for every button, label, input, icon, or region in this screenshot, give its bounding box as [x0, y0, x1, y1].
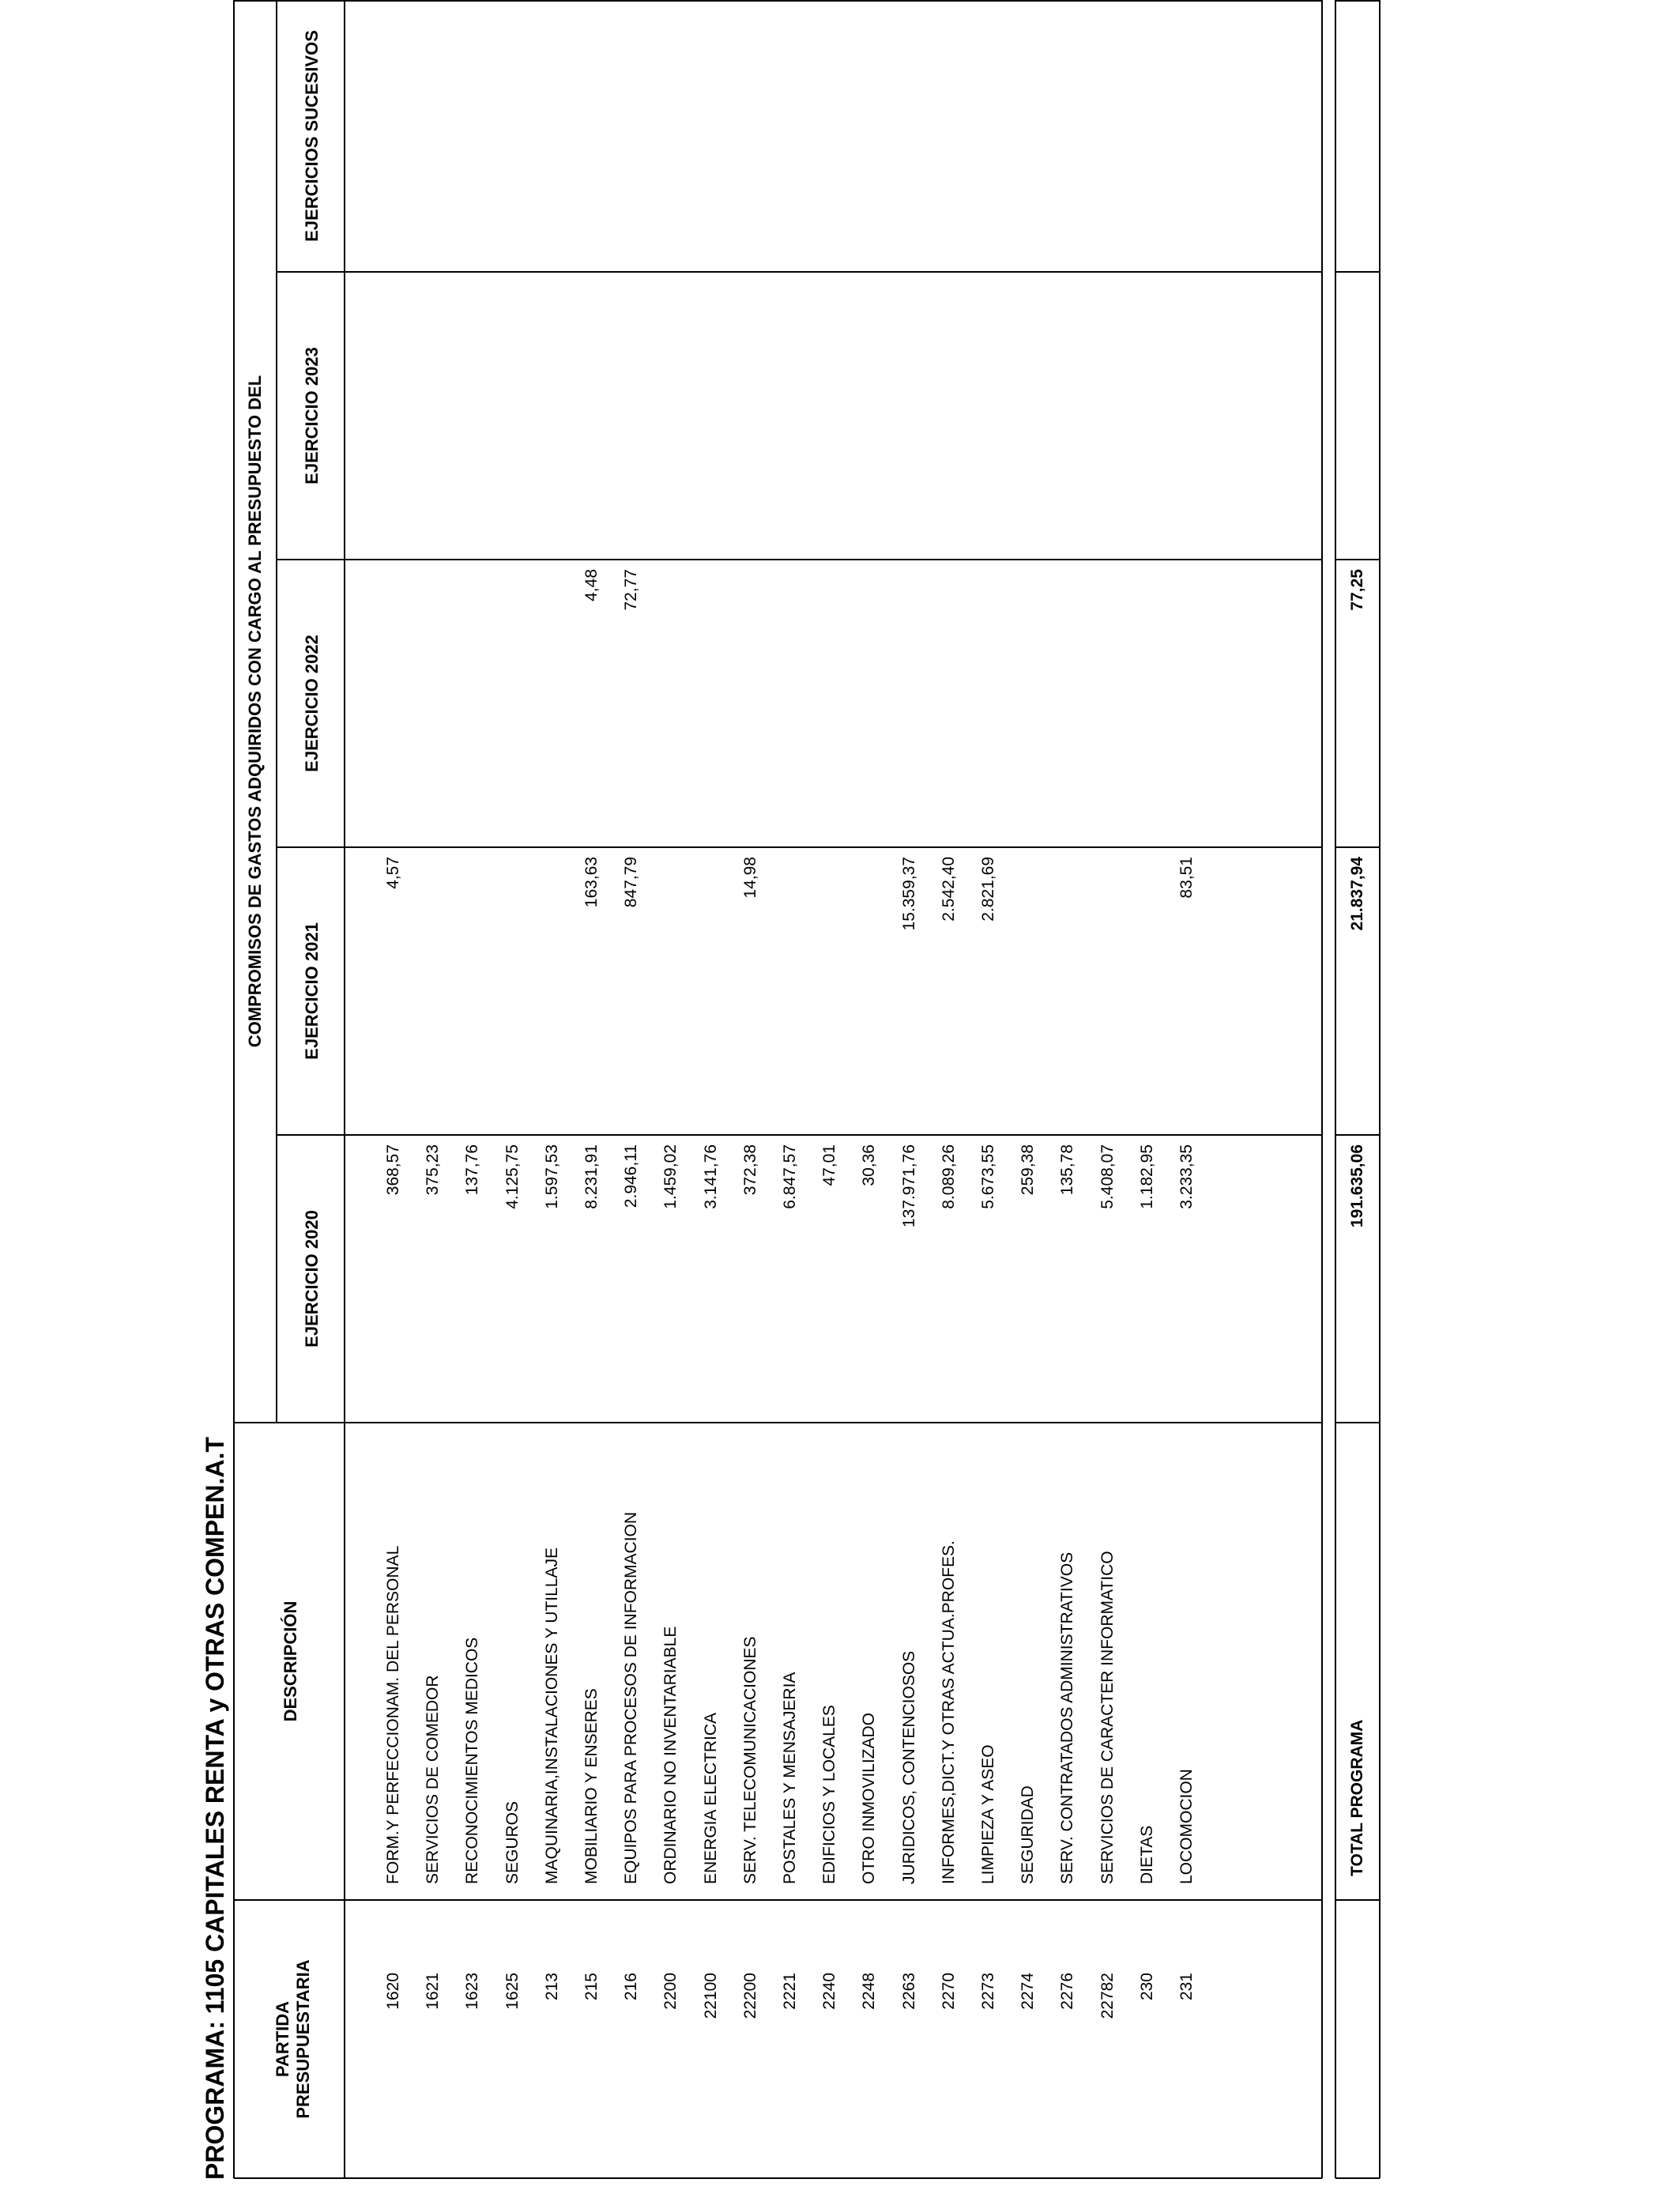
partida-code: 22200 [740, 1973, 759, 2019]
partida-code: 1623 [463, 1973, 482, 2010]
amount-cell: 4,57 [384, 857, 402, 889]
header-group-title: COMPROMISOS DE GASTOS ADQUIRIDOS CON CARGO AL PRESUPUESTO DEL [245, 375, 265, 1048]
row-description: FORM.Y PERFECCIONAM. DEL PERSONAL [384, 1545, 402, 1884]
partida-code: 1625 [503, 1973, 522, 2010]
amount-cell: 8.231,91 [582, 1144, 601, 1209]
amount-cell: 259,38 [1019, 1144, 1038, 1196]
amount-cell: 372,38 [740, 1144, 759, 1196]
partida-code: 216 [622, 1973, 641, 2001]
program-title: PROGRAMA: 1105 CAPITALES RENTA y OTRAS COMPEN.A.T [201, 1437, 229, 2180]
row-description: POSTALES Y MENSAJERIA [781, 1672, 799, 1884]
column-divider [277, 1134, 1322, 1136]
total-amount: 77,25 [1348, 569, 1366, 611]
row-description: MOBILIARIO Y ENSERES [582, 1688, 601, 1884]
partida-code: 2240 [820, 1973, 839, 2010]
row-description: MAQUINARIA,INSTALACIONES Y UTILLAJE [542, 1547, 561, 1884]
row-description: ORDINARIO NO INVENTARIABLE [661, 1626, 680, 1884]
table-top-border [233, 0, 235, 2178]
partida-code: 215 [582, 1973, 601, 2001]
row-description: SERVICIOS DE COMEDOR [424, 1675, 443, 1884]
table-right-border [234, 0, 1322, 2]
total-column-divider [1335, 271, 1380, 273]
header-partida: PRESUPUESTARIA [293, 1959, 313, 2119]
row-description: SERV. TELECOMUNICACIONES [740, 1636, 759, 1884]
amount-cell: 30,36 [860, 1144, 879, 1186]
column-divider [277, 271, 1322, 273]
header-year: EJERCICIOS SUCESIVOS [302, 30, 322, 242]
total-right-border [1335, 0, 1380, 2]
total-column-divider [1335, 559, 1380, 560]
amount-cell: 847,79 [622, 857, 641, 908]
amount-cell: 3.233,35 [1177, 1144, 1196, 1209]
amount-cell: 14,98 [740, 857, 759, 899]
group-header-divider [276, 0, 277, 1423]
header-partida: PARTIDA [273, 2000, 292, 2078]
column-divider [277, 559, 1322, 560]
row-description: INFORMES,DICT.Y OTRAS ACTUA.PROFES. [939, 1540, 958, 1884]
row-description: EQUIPOS PARA PROCESOS DE INFORMACION [622, 1511, 641, 1884]
partida-code: 22100 [701, 1973, 720, 2019]
total-label: TOTAL PROGRAMA [1348, 1719, 1366, 1876]
amount-cell: 2.821,69 [979, 857, 997, 922]
row-description: JURIDICOS, CONTENCIOSOS [899, 1650, 918, 1884]
amount-cell: 1.459,02 [661, 1144, 680, 1209]
header-bottom-divider [344, 0, 345, 2178]
partida-code: 2263 [899, 1973, 918, 2010]
row-description: SERVICIOS DE CARACTER INFORMATICO [1098, 1551, 1117, 1884]
amount-cell: 47,01 [820, 1144, 839, 1186]
table-bottom-border [1321, 0, 1323, 2178]
row-description: OTRO INMOVILIZADO [860, 1712, 879, 1884]
partida-code: 2221 [781, 1973, 799, 2010]
header-descripcion: DESCRIPCIÓN [281, 1600, 300, 1722]
total-column-divider [1335, 1899, 1380, 1901]
total-amount: 21.837,94 [1348, 857, 1366, 931]
amount-cell: 137,76 [463, 1144, 482, 1196]
amount-cell: 375,23 [424, 1144, 443, 1196]
header-year: EJERCICIO 2023 [302, 347, 322, 484]
partida-code: 1620 [384, 1973, 402, 2010]
partida-code: 2200 [661, 1973, 680, 2010]
header-year: EJERCICIO 2022 [302, 635, 322, 772]
partida-code: 231 [1177, 1973, 1196, 2001]
amount-cell: 6.847,57 [781, 1144, 799, 1209]
column-divider [277, 846, 1322, 848]
total-top-border [1335, 0, 1336, 2178]
amount-cell: 8.089,26 [939, 1144, 958, 1209]
amount-cell: 4.125,75 [503, 1144, 522, 1209]
row-description: ENERGIA ELECTRICA [701, 1712, 720, 1884]
amount-cell: 15.359,37 [899, 857, 918, 931]
amount-cell: 163,63 [582, 857, 601, 908]
amount-cell: 135,78 [1058, 1144, 1077, 1196]
row-description: RECONOCIMIENTOS MEDICOS [463, 1637, 482, 1884]
partida-code: 2273 [979, 1973, 997, 2010]
amount-cell: 72,77 [622, 569, 641, 611]
total-bottom-border [1379, 0, 1381, 2178]
amount-cell: 1.597,53 [542, 1144, 561, 1209]
row-description: EDIFICIOS Y LOCALES [820, 1705, 839, 1884]
row-description: SEGURIDAD [1019, 1785, 1038, 1884]
partida-code: 213 [542, 1973, 561, 2001]
amount-cell: 2.542,40 [939, 857, 958, 922]
header-year: EJERCICIO 2021 [302, 922, 322, 1060]
total-left-border [1335, 2177, 1380, 2179]
partida-code: 2270 [939, 1973, 958, 2010]
total-amount: 191.635,06 [1348, 1144, 1366, 1228]
amount-cell: 137.971,76 [899, 1144, 918, 1228]
partida-code: 2274 [1019, 1973, 1038, 2010]
amount-cell: 1.182,95 [1137, 1144, 1156, 1209]
amount-cell: 5.673,55 [979, 1144, 997, 1209]
amount-cell: 5.408,07 [1098, 1144, 1117, 1209]
column-divider [234, 1899, 1322, 1901]
row-description: DIETAS [1137, 1825, 1156, 1884]
row-description: SEGUROS [503, 1800, 522, 1884]
row-description: LOCOMOCION [1177, 1769, 1196, 1884]
partida-code: 230 [1137, 1973, 1156, 2001]
amount-cell: 4,48 [582, 569, 601, 601]
partida-code: 1621 [424, 1973, 443, 2010]
partida-code: 2276 [1058, 1973, 1077, 2010]
amount-cell: 83,51 [1177, 857, 1196, 899]
amount-cell: 368,57 [384, 1144, 402, 1196]
amount-cell: 3.141,76 [701, 1144, 720, 1209]
row-description: LIMPIEZA Y ASEO [979, 1744, 997, 1884]
partida-code: 22782 [1098, 1973, 1117, 2019]
partida-code: 2248 [860, 1973, 879, 2010]
row-description: SERV. CONTRATADOS ADMINISTRATIVOS [1058, 1551, 1077, 1884]
amount-cell: 2.946,11 [622, 1144, 641, 1208]
header-year: EJERCICIO 2020 [302, 1210, 322, 1348]
